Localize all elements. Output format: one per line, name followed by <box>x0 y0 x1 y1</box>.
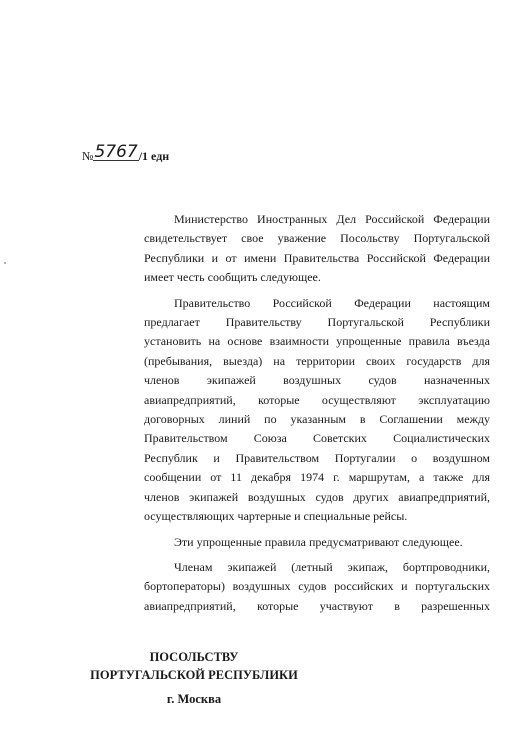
paragraph <box>144 210 490 288</box>
paragraph-line: бортоператоры) воздушных судов российских и португальских <box>144 579 490 594</box>
paragraph-line: Республик и Правительством Португалии о воздушном <box>144 450 490 465</box>
scan-speck <box>4 262 6 264</box>
paragraph-line: Правительство Российской Федерации настоящим <box>174 295 490 310</box>
paragraph-line: авиапредприятий, которые участвуют в разрешенных <box>144 598 490 613</box>
paragraph-line: сообщении от 11 декабря 1974 г. маршрутам, а также для <box>144 470 490 485</box>
paragraph-line: Министерство Иностранных Дел Российской Федерации <box>174 212 490 226</box>
paragraph-line: авиапредприятий, которые осуществляют эксплуатацию <box>144 392 490 407</box>
paragraph <box>144 558 490 616</box>
addressee-line-1: ПОСОЛЬСТВУ <box>149 650 239 664</box>
paragraph-line: установить на основе взаимности упрощенные правила въезда <box>144 334 490 349</box>
paragraph-line: членов экипажей воздушных судов других авиапредприятий, <box>144 489 490 504</box>
reference-suffix: /1 едн <box>138 149 170 163</box>
reference-handwritten-number: 5767 <box>94 142 138 162</box>
addressee-line-2: ПОРТУГАЛЬСКОЙ РЕСПУБЛИКИ <box>90 667 298 682</box>
addressee-block <box>82 649 306 709</box>
paragraph-line: Республики и от имени Правительства Российской Федерации <box>144 250 490 265</box>
addressee-city: г. Москва <box>166 692 222 706</box>
paragraph-line: (пребывания, выезда) на территории своих государств для <box>144 353 490 368</box>
paragraph-line: Членам экипажей (летный экипаж, бортпроводники, <box>174 559 490 574</box>
paragraph-line: договорных линий по указанным в Соглашении между <box>144 412 490 427</box>
reference-prefix: № <box>82 149 94 163</box>
paragraph-line: Правительством Союза Советских Социалистических <box>144 431 490 446</box>
paragraph <box>144 533 490 552</box>
paragraph-line: Эти упрощенные правила предусматривают следующее. <box>174 534 463 549</box>
paragraph-line: свидетельствует свое уважение Посольству Португальской <box>144 231 490 246</box>
paragraph-line: осуществляющих чартерные и специальные рейсы. <box>144 509 408 524</box>
paragraph-line: имеет честь сообщить следующее. <box>144 270 321 285</box>
paragraph-line: предлагает Правительству Португальской Республики <box>144 315 490 330</box>
reference-number <box>82 142 170 164</box>
paragraph <box>144 294 490 527</box>
paragraph-line: членов экипажей воздушных судов назначенных <box>144 373 490 388</box>
letter-body <box>144 210 490 622</box>
